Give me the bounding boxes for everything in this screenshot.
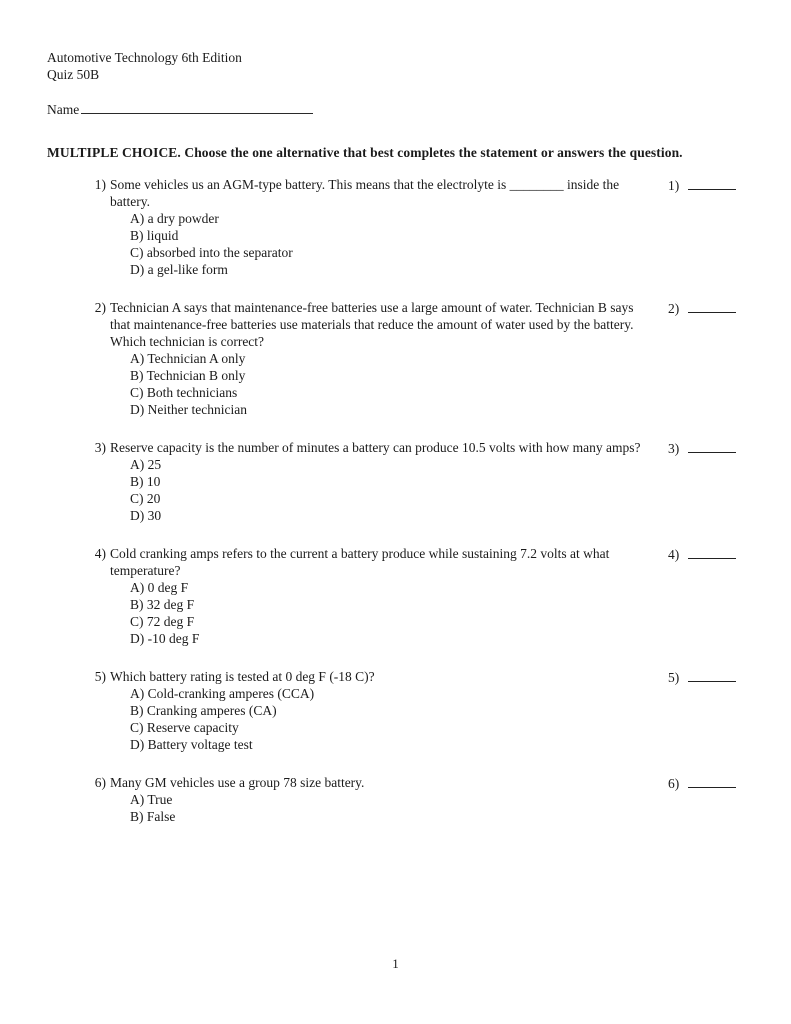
- answer-number: 3): [668, 441, 680, 456]
- question-body: [92, 176, 668, 278]
- question-text: Which battery rating is tested at 0 deg F (-18 C)?: [110, 669, 375, 684]
- question-text: Some vehicles us an AGM-type battery. This means that the electrolyte is ________ inside the battery.: [110, 177, 620, 209]
- choice: C) absorbed into the separator: [130, 245, 293, 260]
- question-number: 2): [94, 300, 106, 315]
- question-block: [92, 545, 746, 647]
- choices-list: [130, 685, 642, 753]
- question-block: [92, 668, 746, 753]
- quiz-number: Quiz 50B: [47, 67, 100, 82]
- question-block: [92, 176, 746, 278]
- document-header: [47, 49, 746, 83]
- question-block: [92, 774, 746, 825]
- answer-blank-line: [688, 299, 736, 313]
- question-body: [92, 439, 668, 524]
- answer-cell: [668, 668, 746, 686]
- answer-blank-line: [688, 668, 736, 682]
- instructions-line: MULTIPLE CHOICE. Choose the one alternative that best completes the statement or answers the question.: [47, 145, 683, 160]
- answer-number: 6): [668, 776, 680, 791]
- answer-number: 4): [668, 547, 680, 562]
- question-number: 5): [94, 669, 106, 684]
- page-footer: [0, 955, 791, 972]
- answer-number: 2): [668, 301, 680, 316]
- choice: B) liquid: [130, 228, 179, 243]
- choice: C) Both technicians: [130, 385, 238, 400]
- choice: A) True: [130, 792, 173, 807]
- question-body: [92, 545, 668, 647]
- choice: B) Technician B only: [130, 368, 246, 383]
- answer-cell: [668, 545, 746, 563]
- answer-blank-line: [688, 545, 736, 559]
- question-body: [92, 299, 668, 418]
- question-number: 6): [94, 775, 106, 790]
- question-number: 1): [94, 177, 106, 192]
- choice: A) 25: [130, 457, 162, 472]
- answer-cell: [668, 439, 746, 457]
- question-text: Many GM vehicles use a group 78 size battery.: [110, 775, 365, 790]
- choice: A) Cold-cranking amperes (CCA): [130, 686, 315, 701]
- answer-blank-line: [688, 439, 736, 453]
- name-row: [47, 101, 746, 118]
- choice: C) 20: [130, 491, 161, 506]
- answer-cell: [668, 176, 746, 194]
- choices-list: [130, 210, 642, 278]
- document-title: Automotive Technology 6th Edition: [47, 50, 242, 65]
- name-label: Name: [47, 102, 80, 117]
- choice: D) -10 deg F: [130, 631, 200, 646]
- choices-list: [130, 456, 642, 524]
- question-number: 3): [94, 440, 106, 455]
- choice: D) a gel-like form: [130, 262, 228, 277]
- answer-number: 5): [668, 670, 680, 685]
- question-text: Cold cranking amps refers to the current a battery produce while sustaining 7.2 volts at what temperature?: [110, 546, 610, 578]
- question-number: 4): [94, 546, 106, 561]
- page-number: 1: [392, 956, 399, 971]
- question-text: Reserve capacity is the number of minutes a battery can produce 10.5 volts with how many amps?: [110, 440, 641, 455]
- choice: B) 32 deg F: [130, 597, 195, 612]
- choices-list: [130, 791, 642, 825]
- name-blank-line: [81, 101, 313, 114]
- answer-blank-line: [688, 176, 736, 190]
- question-block: [92, 439, 746, 524]
- choice: B) Cranking amperes (CA): [130, 703, 277, 718]
- answer-cell: [668, 774, 746, 792]
- answer-cell: [668, 299, 746, 317]
- choice: C) Reserve capacity: [130, 720, 239, 735]
- choice: D) Neither technician: [130, 402, 247, 417]
- choice: B) 10: [130, 474, 161, 489]
- questions-list: [92, 176, 746, 825]
- choice: D) Battery voltage test: [130, 737, 253, 752]
- choice: C) 72 deg F: [130, 614, 195, 629]
- choices-list: [130, 350, 642, 418]
- choice: A) 0 deg F: [130, 580, 189, 595]
- question-text: Technician A says that maintenance-free batteries use a large amount of water. Technician B says that maintenance-free batteries use materials that reduce the amount of water used by the battery. Which technician is correct?: [110, 300, 634, 349]
- answer-blank-line: [688, 774, 736, 788]
- choices-list: [130, 579, 642, 647]
- choice: B) False: [130, 809, 176, 824]
- question-body: [92, 774, 668, 825]
- choice: A) a dry powder: [130, 211, 219, 226]
- question-block: [92, 299, 746, 418]
- answer-number: 1): [668, 178, 680, 193]
- question-body: [92, 668, 668, 753]
- choice: D) 30: [130, 508, 162, 523]
- choice: A) Technician A only: [130, 351, 246, 366]
